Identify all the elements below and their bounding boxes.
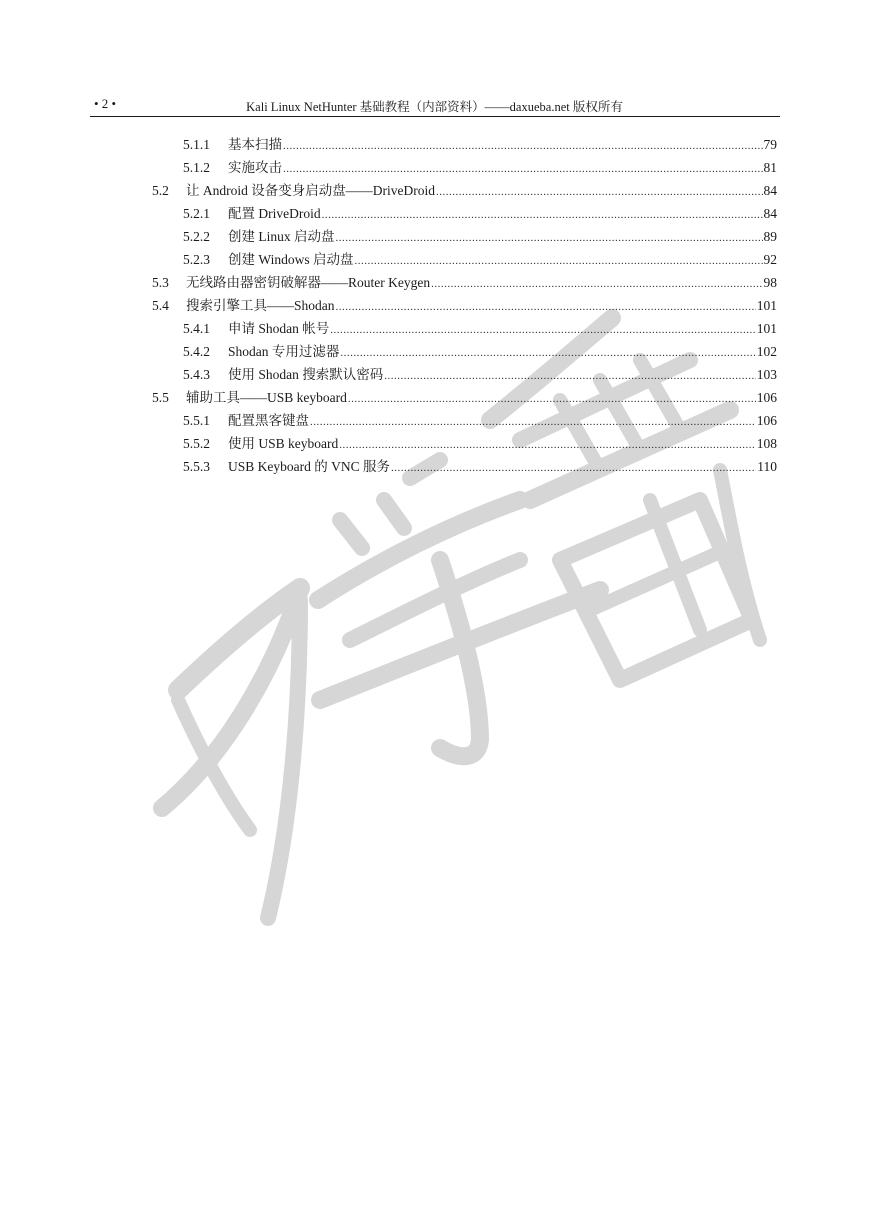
toc-leader	[310, 412, 756, 432]
toc-page: 101	[756, 321, 777, 336]
toc-entry-5-5-1[interactable]	[0, 411, 869, 434]
toc-title: 申请 Shodan 帐号	[228, 321, 330, 336]
toc-leader	[336, 297, 756, 317]
toc-page: 79	[763, 137, 777, 152]
toc-page: 92	[763, 252, 777, 267]
toc-number: 5.4.3	[183, 367, 210, 382]
toc-title: 创建 Linux 启动盘	[228, 229, 335, 244]
toc-entry-5-2[interactable]	[0, 181, 869, 204]
toc-number: 5.3	[152, 275, 169, 290]
toc-leader	[384, 366, 756, 386]
toc-leader	[340, 343, 755, 363]
toc-number: 5.4.1	[183, 321, 210, 336]
table-of-contents	[0, 135, 869, 480]
toc-entry-5-5-2[interactable]	[0, 434, 869, 457]
toc-page: 108	[756, 436, 777, 451]
toc-number: 5.5.2	[183, 436, 210, 451]
toc-title: 使用 USB keyboard	[228, 436, 339, 451]
toc-page: 102	[756, 344, 777, 359]
toc-entry-5-4-3[interactable]	[0, 365, 869, 388]
toc-number: 5.2.3	[183, 252, 210, 267]
watermark-char-da	[162, 588, 300, 918]
toc-page: 110	[757, 459, 777, 474]
toc-title: 配置 DriveDroid	[228, 206, 321, 221]
toc-leader	[436, 182, 763, 202]
toc-title: 实施攻击	[228, 160, 282, 175]
toc-leader	[283, 159, 763, 179]
toc-entry-5-4-1[interactable]	[0, 319, 869, 342]
running-title: Kali Linux NetHunter 基础教程（内部资料）——daxueba.net 版权所有	[246, 100, 623, 114]
page-number: • 2 •	[94, 96, 117, 111]
toc-leader	[339, 435, 756, 455]
toc-number: 5.2.2	[183, 229, 210, 244]
toc-number: 5.1.1	[183, 137, 210, 152]
toc-number: 5.4.2	[183, 344, 210, 359]
toc-leader	[391, 458, 756, 478]
toc-entry-5-3[interactable]	[0, 273, 869, 296]
toc-entry-5-5-3[interactable]	[0, 457, 869, 480]
toc-page: 81	[763, 160, 777, 175]
toc-number: 5.1.2	[183, 160, 210, 175]
toc-page: 84	[763, 183, 777, 198]
toc-number: 5.5.3	[183, 459, 210, 474]
toc-number: 5.2	[152, 183, 169, 198]
toc-title: 使用 Shodan 搜索默认密码	[228, 367, 384, 382]
toc-title: 搜索引擎工具——Shodan	[186, 298, 335, 313]
toc-title: Shodan 专用过滤器	[228, 344, 340, 359]
toc-title: 让 Android 设备变身启动盘——DriveDroid	[186, 183, 435, 198]
toc-page: 84	[763, 206, 777, 221]
toc-page: 101	[756, 298, 777, 313]
toc-entry-5-2-2[interactable]	[0, 227, 869, 250]
toc-entry-5-4-2[interactable]	[0, 342, 869, 365]
toc-entry-5-2-1[interactable]	[0, 204, 869, 227]
toc-page: 89	[763, 229, 777, 244]
toc-title: 创建 Windows 启动盘	[228, 252, 354, 267]
toc-entry-5-2-3[interactable]	[0, 250, 869, 273]
toc-number: 5.2.1	[183, 206, 210, 221]
toc-page: 106	[756, 413, 777, 428]
toc-entry-5-5[interactable]	[0, 388, 869, 411]
toc-title: 基本扫描	[228, 137, 282, 152]
toc-number: 5.4	[152, 298, 169, 313]
toc-title: 配置黑客键盘	[228, 413, 309, 428]
toc-title: 辅助工具——USB keyboard	[186, 390, 347, 405]
toc-entry-5-1-2[interactable]	[0, 158, 869, 181]
toc-number: 5.5.1	[183, 413, 210, 428]
toc-entry-5-1-1[interactable]	[0, 135, 869, 158]
toc-entry-5-4[interactable]	[0, 296, 869, 319]
toc-leader	[336, 228, 763, 248]
toc-title: USB Keyboard 的 VNC 服务	[228, 459, 390, 474]
toc-leader	[431, 274, 762, 294]
toc-leader	[283, 136, 763, 156]
toc-page: 106	[756, 390, 777, 405]
header-rule	[90, 116, 780, 117]
toc-leader	[354, 251, 762, 271]
toc-leader	[348, 389, 756, 409]
toc-leader	[330, 320, 756, 340]
toc-title: 无线路由器密钥破解器——Router Keygen	[186, 275, 431, 290]
toc-page: 98	[763, 275, 777, 290]
toc-number: 5.5	[152, 390, 169, 405]
watermark-char-xue	[318, 460, 600, 756]
toc-leader	[322, 205, 763, 225]
toc-page: 103	[756, 367, 777, 382]
